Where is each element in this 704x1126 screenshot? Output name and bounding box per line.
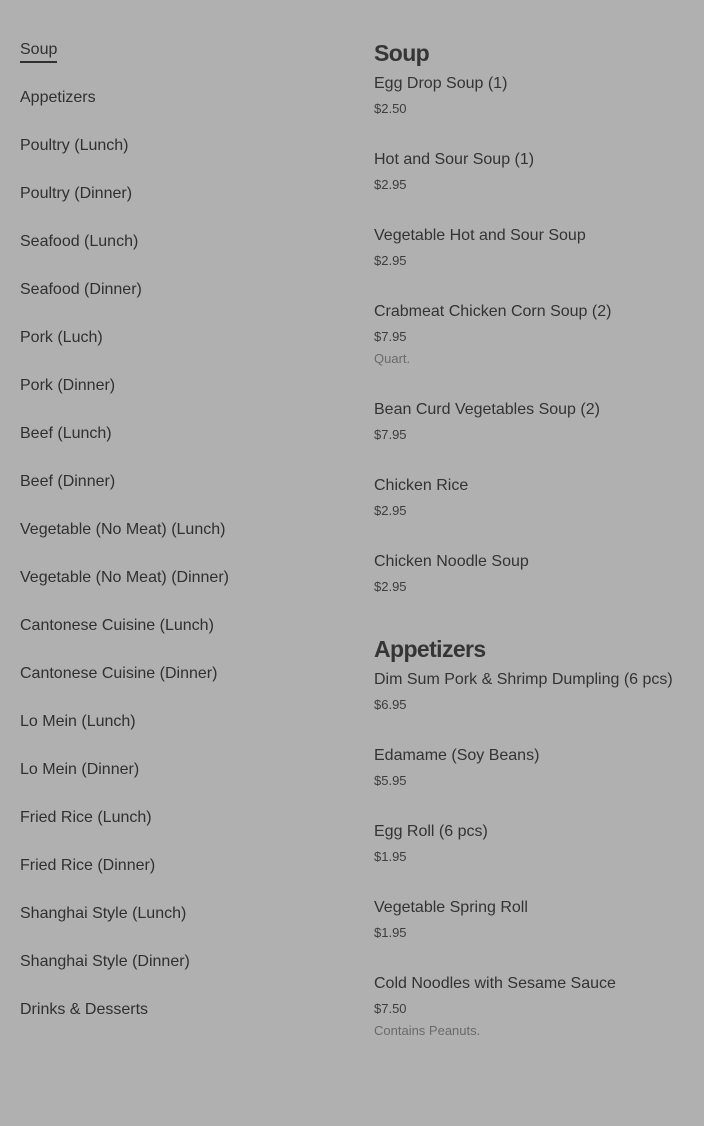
item-name[interactable]: Chicken Noodle Soup: [374, 553, 529, 570]
item-price: $2.95: [374, 177, 407, 192]
sidebar-item-beef-lunch[interactable]: [20, 422, 340, 470]
sidebar-item-label: Poultry (Lunch): [20, 137, 129, 154]
sidebar-item-poultry-dinner[interactable]: [20, 182, 340, 230]
item-price: $2.95: [374, 579, 407, 594]
item-note: Quart.: [374, 351, 411, 366]
item-name[interactable]: Vegetable Spring Roll: [374, 899, 528, 916]
sidebar-item-drinks-and-desserts[interactable]: [20, 998, 340, 1046]
menu-item[interactable]: [374, 398, 694, 444]
section-title: Soup: [374, 40, 430, 66]
sidebar-item-shanghai-style-lunch[interactable]: [20, 902, 340, 950]
sidebar-item-lo-mein-lunch[interactable]: [20, 710, 340, 758]
menu-item[interactable]: [374, 668, 694, 714]
item-name[interactable]: Egg Roll (6 pcs): [374, 823, 488, 840]
sidebar-item-label: Appetizers: [20, 89, 96, 106]
item-price: $6.95: [374, 697, 407, 712]
sidebar-item-seafood-lunch[interactable]: [20, 230, 340, 278]
item-price: $7.50: [374, 1001, 407, 1016]
sidebar-item-label: Soup: [20, 39, 57, 63]
sidebar-item-label: Lo Mein (Lunch): [20, 713, 136, 730]
menu-section-appetizers: [374, 632, 694, 1040]
sidebar-item-label: Cantonese Cuisine (Dinner): [20, 665, 218, 682]
item-name[interactable]: Chicken Rice: [374, 477, 469, 494]
sidebar-item-label: Beef (Lunch): [20, 425, 112, 442]
sidebar-item-shanghai-style-dinner[interactable]: [20, 950, 340, 998]
menu-section-soup: [374, 36, 694, 596]
sidebar-item-label: Drinks & Desserts: [20, 1001, 149, 1018]
item-name[interactable]: Egg Drop Soup (1): [374, 75, 508, 92]
sidebar-item-beef-dinner[interactable]: [20, 470, 340, 518]
sidebar-item-label: Shanghai Style (Lunch): [20, 905, 187, 922]
sidebar-item-label: Pork (Dinner): [20, 377, 116, 394]
sidebar-item-label: Shanghai Style (Dinner): [20, 953, 190, 970]
sidebar-item-label: Seafood (Dinner): [20, 281, 142, 298]
sidebar-item-label: Fried Rice (Dinner): [20, 857, 156, 874]
item-price: $1.95: [374, 925, 407, 940]
menu-item[interactable]: [374, 148, 694, 194]
sidebar-item-label: Poultry (Dinner): [20, 185, 133, 202]
sidebar-item-label: Beef (Dinner): [20, 473, 116, 490]
item-price: $2.50: [374, 101, 407, 116]
sidebar-item-label: Vegetable (No Meat) (Dinner): [20, 569, 229, 586]
sidebar-item-soup[interactable]: [20, 38, 340, 86]
menu-item[interactable]: [374, 300, 694, 368]
item-price: $2.95: [374, 503, 407, 518]
item-name[interactable]: Dim Sum Pork & Shrimp Dumpling (6 pcs): [374, 671, 673, 688]
menu-item[interactable]: [374, 224, 694, 270]
sidebar-item-cantonese-cuisine-dinner[interactable]: [20, 662, 340, 710]
menu-item[interactable]: [374, 972, 694, 1040]
sidebar-item-label: Vegetable (No Meat) (Lunch): [20, 521, 226, 538]
sidebar-item-lo-mein-dinner[interactable]: [20, 758, 340, 806]
item-price: $1.95: [374, 849, 407, 864]
sidebar-item-poultry-lunch[interactable]: [20, 134, 340, 182]
item-name[interactable]: Cold Noodles with Sesame Sauce: [374, 975, 616, 992]
sidebar-item-label: Cantonese Cuisine (Lunch): [20, 617, 214, 634]
menu-content: [374, 36, 694, 1070]
item-name[interactable]: Hot and Sour Soup (1): [374, 151, 535, 168]
sidebar-item-fried-rice-dinner[interactable]: [20, 854, 340, 902]
menu-item[interactable]: [374, 820, 694, 866]
item-name[interactable]: Edamame (Soy Beans): [374, 747, 540, 764]
menu-item[interactable]: [374, 550, 694, 596]
menu-item[interactable]: [374, 744, 694, 790]
sidebar-item-pork-luch[interactable]: [20, 326, 340, 374]
item-price: $2.95: [374, 253, 407, 268]
sidebar-item-appetizers[interactable]: [20, 86, 340, 134]
sidebar-item-cantonese-cuisine-lunch[interactable]: [20, 614, 340, 662]
sidebar-item-seafood-dinner[interactable]: [20, 278, 340, 326]
item-name[interactable]: Bean Curd Vegetables Soup (2): [374, 401, 600, 418]
item-price: $7.95: [374, 427, 407, 442]
sidebar-item-label: Pork (Luch): [20, 329, 103, 346]
menu-item[interactable]: [374, 72, 694, 118]
sidebar-item-label: Fried Rice (Lunch): [20, 809, 152, 826]
item-note: Contains Peanuts.: [374, 1023, 481, 1038]
menu-item[interactable]: [374, 474, 694, 520]
category-sidebar: [20, 38, 340, 1046]
sidebar-item-vegetable-no-meat-dinner[interactable]: [20, 566, 340, 614]
item-name[interactable]: Crabmeat Chicken Corn Soup (2): [374, 303, 612, 320]
sidebar-item-pork-dinner[interactable]: [20, 374, 340, 422]
sidebar-item-vegetable-no-meat-lunch[interactable]: [20, 518, 340, 566]
sidebar-item-label: Seafood (Lunch): [20, 233, 139, 250]
sidebar-item-label: Lo Mein (Dinner): [20, 761, 140, 778]
item-price: $7.95: [374, 329, 407, 344]
menu-item[interactable]: [374, 896, 694, 942]
item-name[interactable]: Vegetable Hot and Sour Soup: [374, 227, 586, 244]
sidebar-item-fried-rice-lunch[interactable]: [20, 806, 340, 854]
item-price: $5.95: [374, 773, 407, 788]
section-title: Appetizers: [374, 636, 486, 662]
